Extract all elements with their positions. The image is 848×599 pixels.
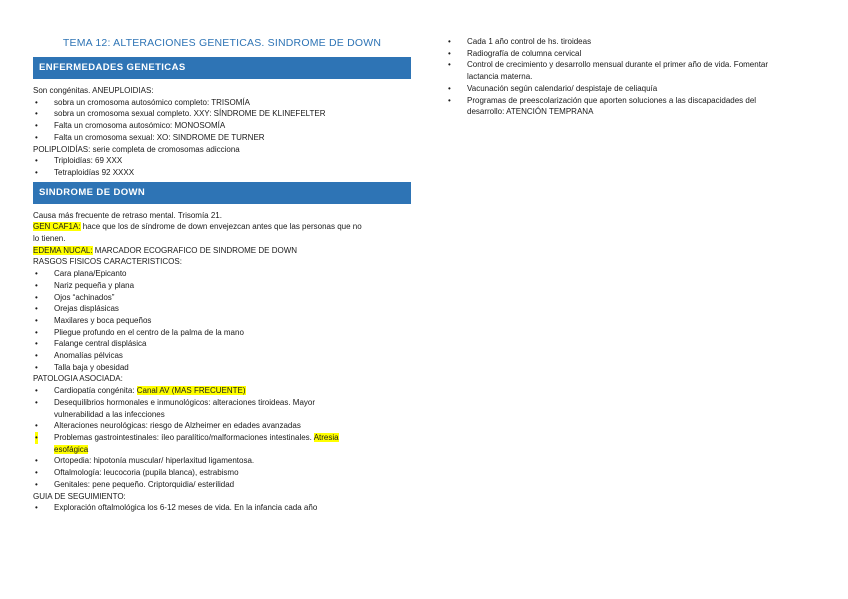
list-item-text: Falta un cromosoma autosómico: MONOSOMÍA (54, 121, 226, 131)
list-item-text: Falta un cromosoma sexual: XO: SINDROME DE TURNER (54, 132, 265, 142)
list-item (33, 268, 411, 280)
list-item-text: Falange central displásica (54, 339, 147, 349)
list-item (33, 303, 411, 315)
list-item (33, 467, 411, 479)
list-item-text: Oftalmología: leucocoria (pupila blanca), estrabismo (54, 468, 239, 478)
bullet: • (35, 479, 38, 489)
bullet: • (35, 132, 38, 142)
bullet: • (35, 468, 38, 478)
paragraph (33, 245, 411, 257)
list-item-text: Pliegue profundo en el centro de la palma de la mano (54, 327, 244, 337)
bullet: • (448, 37, 451, 46)
list-item (33, 167, 411, 179)
text: MARCADOR ECOGRAFICO DE SINDROME DE DOWN (92, 245, 298, 255)
bullet: • (35, 109, 38, 119)
list-item-text: Talla baja y obesidad (54, 362, 129, 372)
list-item (33, 455, 411, 467)
subheading: RASGOS FISICOS CARACTERISTICOS: (33, 257, 182, 267)
bullet: • (35, 339, 38, 349)
bullet: • (35, 351, 38, 361)
left-column (33, 36, 411, 514)
bullet: • (35, 315, 38, 325)
text: hace que los de síndrome de down envejezcan antes que las personas que no (80, 222, 362, 232)
paragraph: Son congénitas. ANEUPLOIDIAS: (33, 86, 154, 95)
list-item-text: Cara plana/Epicanto (54, 269, 127, 279)
list-item (446, 95, 821, 107)
highlight: esofágica (54, 444, 89, 454)
list-item (33, 502, 411, 514)
bullet: • (35, 386, 38, 396)
list-item (33, 132, 411, 144)
subheading: PATOLOGIA ASOCIADA: (33, 374, 123, 384)
list-item-text: Cada 1 año control de hs. tiroideas (467, 37, 592, 46)
list-item (446, 48, 821, 60)
list-item (33, 350, 411, 362)
list-item (33, 155, 411, 167)
list-item (33, 479, 411, 491)
subheading: GUIA DE SEGUIMIENTO: (33, 491, 126, 501)
list-item-text: Tetraploidías 92 XXXX (54, 167, 135, 177)
paragraph: POLIPLOIDÍAS: serie completa de cromosomas adicciona (33, 144, 240, 154)
list-item-continuation: desarrollo: ATENCIÓN TEMPRANA (467, 107, 594, 117)
highlight: Canal AV (MAS FRECUENTE) (136, 386, 246, 396)
list-item-text: Vacunación según calendario/ despistaje de celiaquía (467, 83, 658, 93)
highlight: GEN CAF1A: (33, 222, 81, 232)
bullet: • (35, 269, 38, 279)
list-item (33, 362, 411, 374)
list-item-text: Orejas displásicas (54, 304, 119, 314)
list-item-text: Problemas gastrointestinales: íleo paralítico/malformaciones intestinales. (54, 432, 314, 442)
highlight: EDEMA NUCAL: (33, 245, 93, 255)
section-header-enfermedades: ENFERMEDADES GENETICAS (33, 57, 411, 79)
list-item-text: Triploidías: 69 XXX (54, 156, 123, 166)
bullet: • (448, 95, 451, 105)
list-item-continuation: lactancia materna. (467, 72, 533, 82)
bullet: • (35, 432, 38, 442)
list-item-continuation (33, 444, 411, 456)
section-header-sindrome: SINDROME DE DOWN (33, 182, 411, 204)
list-item (33, 280, 411, 292)
list-item-text: Ortopedia: hipotonía muscular/ hiperlaxitud ligamentosa. (54, 456, 255, 466)
list-item (33, 108, 411, 120)
list-item (33, 315, 411, 327)
bullet: • (35, 292, 38, 302)
bullet: • (35, 280, 38, 290)
list-item-text: Desequilibrios hormonales e inmunológicos: alteraciones tiroideas. Mayor (54, 397, 316, 407)
list-item (446, 83, 821, 95)
bullet: • (35, 503, 38, 513)
list-item-text: Alteraciones neurológicas: riesgo de Alzheimer en edades avanzadas (54, 421, 301, 431)
paragraph: Causa más frecuente de retraso mental. Trisomía 21. (33, 210, 222, 220)
page-title: TEMA 12: ALTERACIONES GENETICAS. SINDROME DE DOWN (62, 37, 382, 49)
paragraph: lo tienen. (33, 234, 66, 244)
bullet: • (35, 121, 38, 131)
bullet: • (448, 83, 451, 93)
list-item (446, 36, 821, 48)
bullet: • (35, 421, 38, 431)
bullet: • (35, 167, 38, 177)
list-item (33, 338, 411, 350)
bullet: • (448, 60, 451, 70)
bullet: • (35, 362, 38, 372)
bullet: • (35, 97, 38, 107)
right-column (446, 36, 821, 118)
list-item (33, 292, 411, 304)
list-item-text: Genitales: pene pequeño. Criptorquidia/ esterilidad (54, 479, 235, 489)
list-item-text: Nariz pequeña y plana (54, 280, 135, 290)
list-item-text: Exploración oftalmológica los 6-12 meses de vida. En la infancia cada año (54, 503, 318, 513)
list-item-text: sobra un cromosoma autosómico completo: TRISOMÍA (54, 97, 250, 107)
list-item (33, 397, 411, 409)
list-item-text: Anomalías pélvicas (54, 351, 123, 361)
bullet: • (35, 456, 38, 466)
list-item-text: Ojos “achinados” (54, 292, 115, 302)
list-item-text: sobra un cromosoma sexual completo. XXY: SÍNDROME DE KLINEFELTER (54, 109, 326, 119)
list-item-continuation: vulnerabilidad a las infecciones (54, 409, 165, 419)
list-item-text: Radiografía de columna cervical (467, 48, 582, 58)
list-item (33, 120, 411, 132)
list-item (33, 327, 411, 339)
bullet: • (35, 156, 38, 166)
bullet: • (35, 327, 38, 337)
list-item (33, 432, 411, 444)
list-item-text: Maxilares y boca pequeños (54, 315, 152, 325)
list-item-text: Programas de preescolarización que aporten soluciones a las discapacidades del (467, 95, 757, 105)
bullet: • (35, 304, 38, 314)
paragraph (33, 221, 411, 233)
list-item-text: Control de crecimiento y desarrollo mensual durante el primer año de vida. Fomentar (467, 60, 769, 70)
list-item (33, 420, 411, 432)
highlight: Atresia (313, 432, 339, 442)
list-item (33, 97, 411, 109)
list-item (446, 59, 821, 71)
bullet: • (448, 48, 451, 58)
bullet: • (35, 397, 38, 407)
list-item-text: Cardiopatía congénita: (54, 386, 137, 396)
list-item (33, 385, 411, 397)
